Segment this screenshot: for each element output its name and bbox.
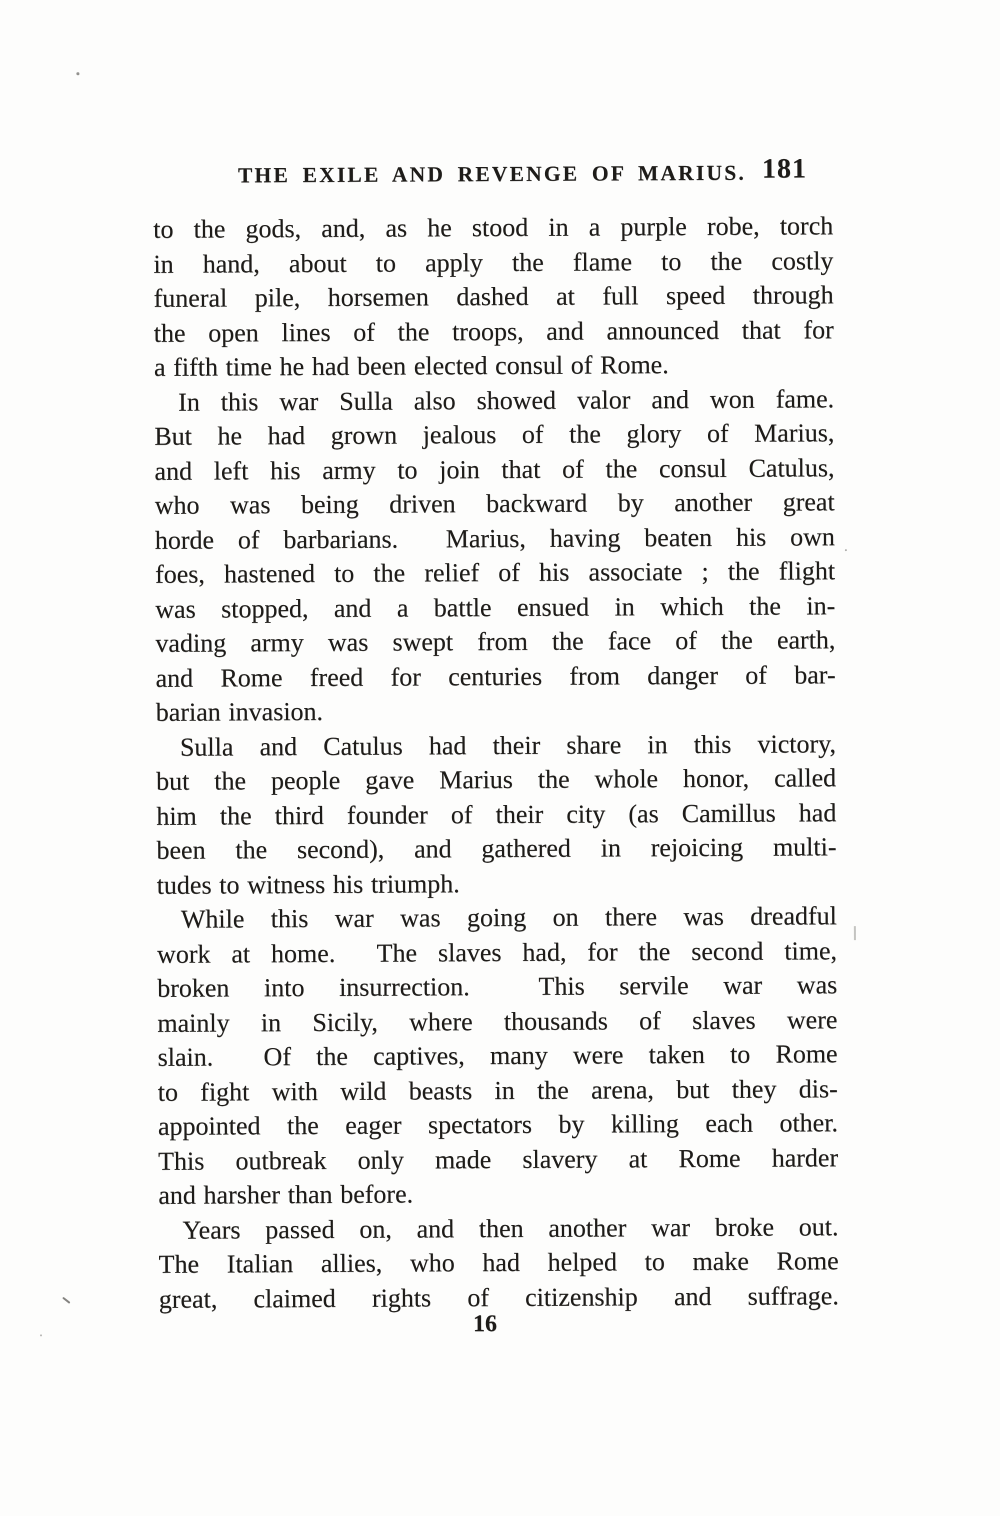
text-line: slain. Of the captives, many were taken to Rome (157, 1039, 838, 1072)
text-line: and left his army to join that of the consul Catulus, (154, 452, 835, 486)
paragraph (158, 1210, 839, 1317)
text-line: been the second), and gathered in rejoicing multi- (156, 832, 837, 865)
text-line: work at home. The slaves had, for the second time, (156, 935, 838, 969)
text-line: In this war Sulla also showed valor and won fame. (178, 383, 835, 417)
text-line: but the people gave Marius the whole honor, called (156, 763, 837, 796)
scan-speck (76, 72, 79, 75)
page-number: 181 (761, 153, 807, 185)
text-line: broken into insurrection. This servile war was (157, 970, 838, 1003)
text-line: in hand, about to apply the flame to the costly (153, 245, 834, 279)
text-line: funeral pile, horsemen dashed at full speed through (153, 280, 834, 313)
paragraph (156, 727, 837, 903)
text-line: barian invasion. (155, 696, 324, 727)
running-title: THE EXILE AND REVENGE OF MARIUS. (237, 160, 746, 188)
scan-speck (845, 549, 847, 551)
text-line: This outbreak only made slavery at Rome harder (158, 1142, 839, 1176)
text-line: Years passed on, and then another war broke out. (182, 1211, 839, 1245)
text-line: foes, hastened to the relief of his associate ; the flight (154, 556, 836, 589)
text-line: him the third founder of their city (as Camillus had (156, 797, 837, 831)
paragraph (157, 899, 839, 1213)
text-line: While this war was going on there was dreadful (180, 901, 837, 934)
scan-speck (40, 1334, 42, 1336)
text-line: mainly in Sicily, where thousands of slaves were (157, 1004, 838, 1038)
text-line: who was being driven backward by another great (154, 487, 835, 520)
text-line: tudes to witness his triumph. (156, 868, 460, 900)
text-line: horde of barbarians. Marius, having beaten his own (154, 521, 835, 555)
text-line: and Rome freed for centuries from danger of bar- (155, 659, 836, 693)
paragraph (153, 209, 834, 385)
text-line: to fight with wild beasts in the arena, but they dis- (157, 1073, 838, 1107)
text-line: was stopped, and a battle ensued in which the in- (155, 590, 836, 624)
text-line: a fifth time he had been elected consul of Rome. (153, 350, 669, 382)
text-line: and harsher than before. (158, 1179, 414, 1210)
text-block (153, 209, 839, 1317)
text-line: to the gods, and, as he stood in a purple robe, torch (153, 211, 834, 244)
scan-speck (62, 1297, 70, 1304)
text-line: the open lines of the troops, and announced that for (153, 314, 834, 348)
text-line: Sulla and Catulus had their share in this victory, (179, 728, 836, 762)
text-line: great, claimed rights of citizenship and suffrage. (158, 1280, 839, 1314)
text-line: vading army was swept from the face of the earth, (155, 625, 836, 658)
running-header (152, 153, 832, 193)
paragraph (154, 382, 836, 731)
signature-mark: 16 (472, 1311, 498, 1338)
text-line: The Italian allies, who had helped to make Rome (158, 1246, 839, 1279)
text-line: But he had grown jealous of the glory of Marius, (154, 418, 835, 451)
text-line: appointed the eager spectators by killing each other. (157, 1108, 838, 1141)
scan-speck (854, 926, 856, 940)
